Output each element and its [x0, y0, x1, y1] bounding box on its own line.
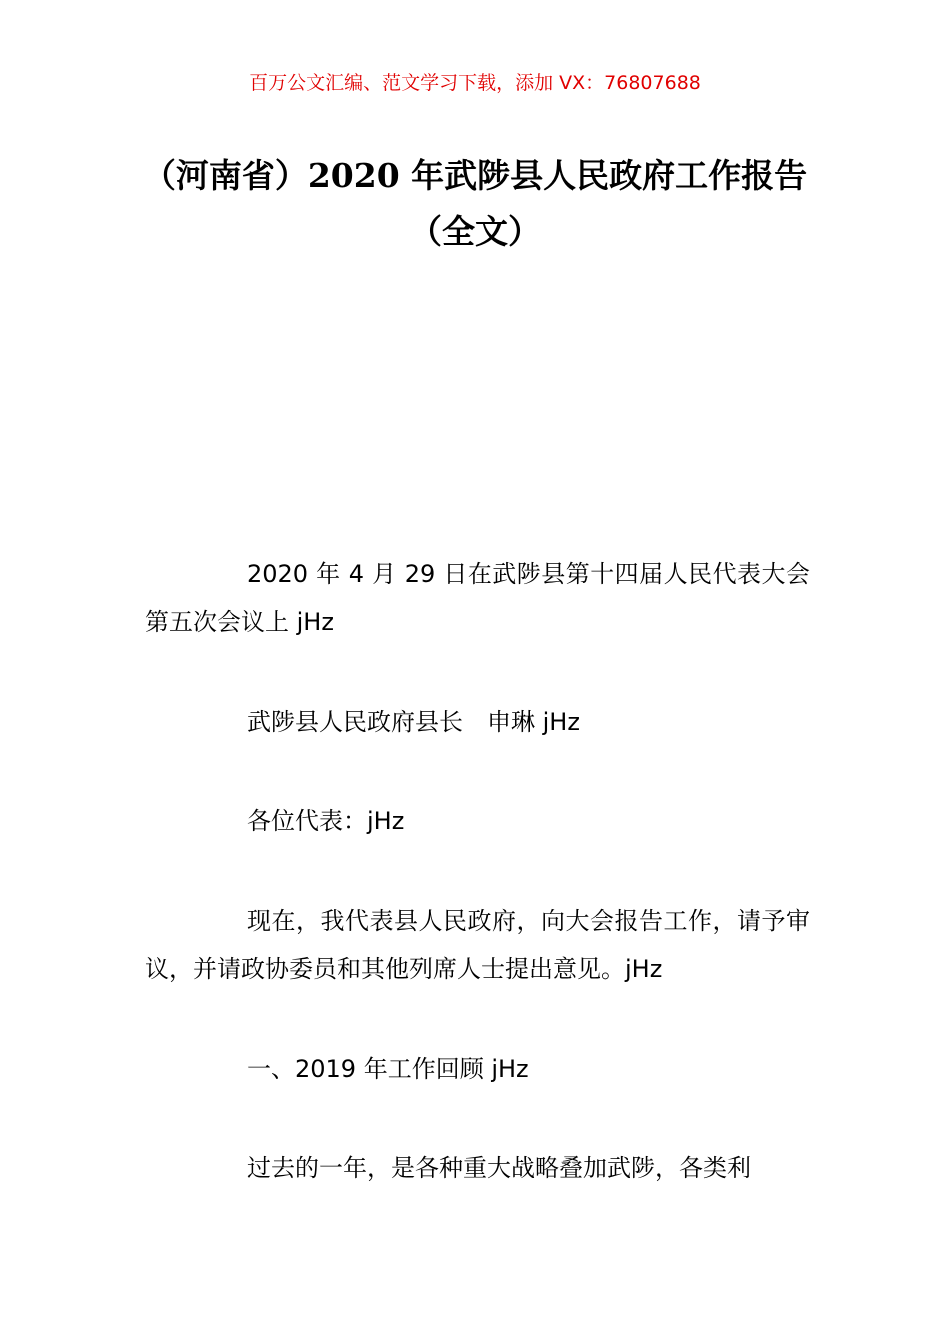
author-line: 武陟县人民政府县长 申琳 jHz: [247, 708, 580, 736]
document-title: （河南省）2020 年武陟县人民政府工作报告（全文）: [142, 156, 808, 251]
greeting-line: 各位代表：jHz: [247, 807, 405, 835]
section-heading: 一、2019 年工作回顾 jHz: [247, 1055, 529, 1083]
meeting-info-paragraph: 2020 年 4 月 29 日在武陟县第十四届人民代表大会第五次会议上 jHz: [145, 560, 810, 636]
intro-paragraph: 现在，我代表县人民政府，向大会报告工作，请予审议，并请政协委员和其他列席人士提出意见。jHz: [145, 907, 810, 983]
review-paragraph: 过去的一年，是各种重大战略叠加武陟，各类利: [247, 1154, 751, 1182]
header-promo-note: 百万公文汇编、范文学习下载，添加 VX：76807688: [249, 72, 701, 94]
